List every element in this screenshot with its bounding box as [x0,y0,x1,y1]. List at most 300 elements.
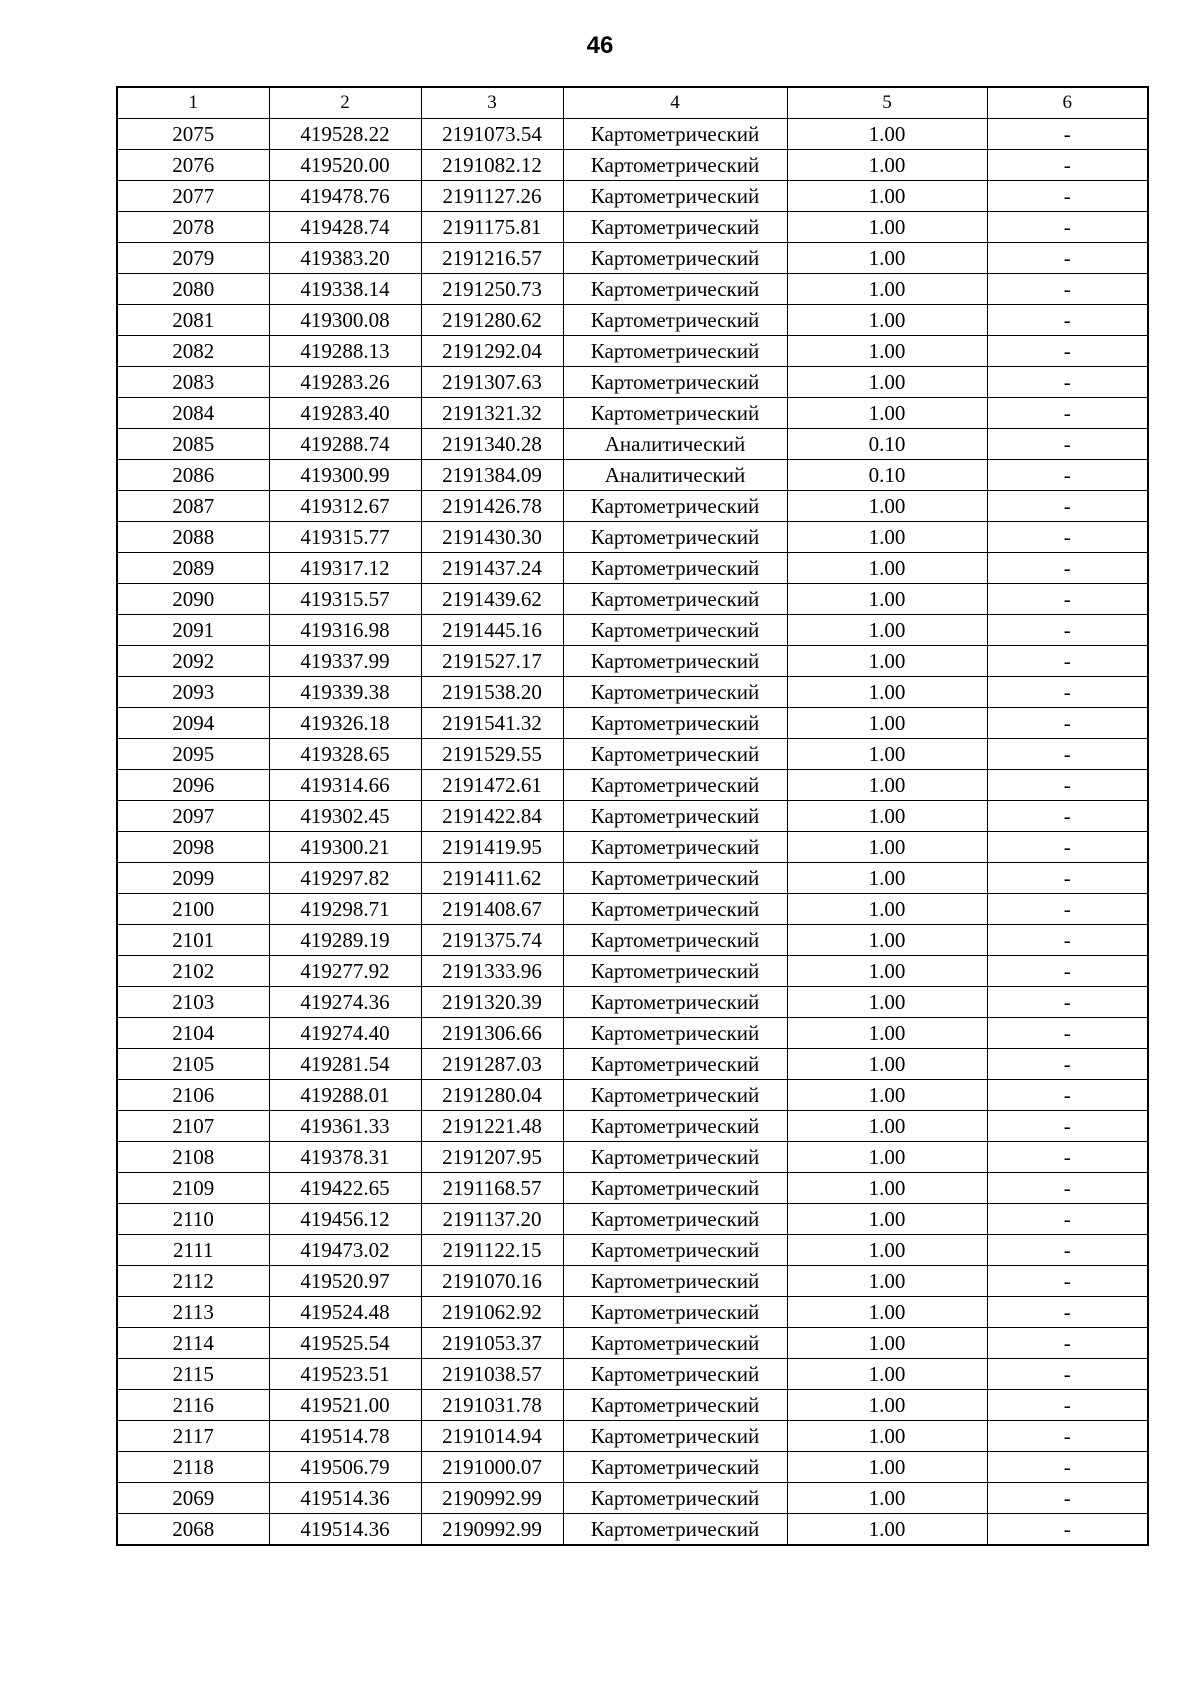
table-row [117,925,1148,956]
table-row [117,1452,1148,1483]
table-row [117,1204,1148,1235]
x-coordinate-cell: 419506.79 [269,1452,421,1483]
description-cell: - [987,832,1148,863]
table-row [117,1080,1148,1111]
description-cell: - [987,553,1148,584]
method-cell: Картометрический [563,243,787,274]
column-header-1: 1 [117,87,269,119]
method-cell: Картометрический [563,212,787,243]
method-cell: Картометрический [563,1049,787,1080]
description-cell: - [987,1297,1148,1328]
point-number-cell: 2086 [117,460,269,491]
accuracy-cell: 1.00 [787,956,987,987]
description-cell: - [987,863,1148,894]
x-coordinate-cell: 419300.08 [269,305,421,336]
method-cell: Картометрический [563,274,787,305]
accuracy-cell: 1.00 [787,398,987,429]
method-cell: Аналитический [563,429,787,460]
x-coordinate-cell: 419283.26 [269,367,421,398]
y-coordinate-cell: 2191321.32 [421,398,563,429]
point-number-cell: 2083 [117,367,269,398]
accuracy-cell: 1.00 [787,863,987,894]
y-coordinate-cell: 2191292.04 [421,336,563,367]
point-number-cell: 2099 [117,863,269,894]
x-coordinate-cell: 419314.66 [269,770,421,801]
y-coordinate-cell: 2191320.39 [421,987,563,1018]
y-coordinate-cell: 2191437.24 [421,553,563,584]
y-coordinate-cell: 2191340.28 [421,429,563,460]
x-coordinate-cell: 419520.00 [269,150,421,181]
point-number-cell: 2108 [117,1142,269,1173]
method-cell: Картометрический [563,987,787,1018]
description-cell: - [987,212,1148,243]
description-cell: - [987,677,1148,708]
description-cell: - [987,243,1148,274]
point-number-cell: 2084 [117,398,269,429]
x-coordinate-cell: 419378.31 [269,1142,421,1173]
point-number-cell: 2069 [117,1483,269,1514]
accuracy-cell: 1.00 [787,367,987,398]
table-row [117,1483,1148,1514]
table-row [117,398,1148,429]
method-cell: Картометрический [563,305,787,336]
point-number-cell: 2078 [117,212,269,243]
description-cell: - [987,1204,1148,1235]
description-cell: - [987,584,1148,615]
x-coordinate-cell: 419283.40 [269,398,421,429]
accuracy-cell: 1.00 [787,584,987,615]
accuracy-cell: 1.00 [787,150,987,181]
table-row [117,646,1148,677]
x-coordinate-cell: 419316.98 [269,615,421,646]
accuracy-cell: 1.00 [787,491,987,522]
description-cell: - [987,1390,1148,1421]
point-number-cell: 2080 [117,274,269,305]
coordinates-table [116,86,1149,1546]
method-cell: Картометрический [563,181,787,212]
method-cell: Картометрический [563,1297,787,1328]
description-cell: - [987,708,1148,739]
table-row [117,181,1148,212]
description-cell: - [987,894,1148,925]
point-number-cell: 2097 [117,801,269,832]
y-coordinate-cell: 2191426.78 [421,491,563,522]
method-cell: Картометрический [563,832,787,863]
column-header-4: 4 [563,87,787,119]
description-cell: - [987,150,1148,181]
method-cell: Аналитический [563,460,787,491]
description-cell: - [987,1018,1148,1049]
table-row [117,584,1148,615]
accuracy-cell: 1.00 [787,708,987,739]
x-coordinate-cell: 419524.48 [269,1297,421,1328]
method-cell: Картометрический [563,925,787,956]
accuracy-cell: 1.00 [787,1049,987,1080]
y-coordinate-cell: 2191082.12 [421,150,563,181]
x-coordinate-cell: 419514.78 [269,1421,421,1452]
method-cell: Картометрический [563,1142,787,1173]
description-cell: - [987,1483,1148,1514]
y-coordinate-cell: 2191280.62 [421,305,563,336]
method-cell: Картометрический [563,801,787,832]
y-coordinate-cell: 2191207.95 [421,1142,563,1173]
point-number-cell: 2075 [117,119,269,150]
table-row [117,1359,1148,1390]
description-cell: - [987,1235,1148,1266]
description-cell: - [987,336,1148,367]
method-cell: Картометрический [563,1483,787,1514]
table-row [117,1390,1148,1421]
y-coordinate-cell: 2191306.66 [421,1018,563,1049]
x-coordinate-cell: 419473.02 [269,1235,421,1266]
accuracy-cell: 1.00 [787,522,987,553]
accuracy-cell: 1.00 [787,336,987,367]
description-cell: - [987,398,1148,429]
method-cell: Картометрический [563,677,787,708]
method-cell: Картометрический [563,398,787,429]
y-coordinate-cell: 2191280.04 [421,1080,563,1111]
method-cell: Картометрический [563,336,787,367]
point-number-cell: 2096 [117,770,269,801]
y-coordinate-cell: 2191419.95 [421,832,563,863]
accuracy-cell: 1.00 [787,1266,987,1297]
description-cell: - [987,305,1148,336]
point-number-cell: 2098 [117,832,269,863]
x-coordinate-cell: 419521.00 [269,1390,421,1421]
table-row [117,956,1148,987]
description-cell: - [987,367,1148,398]
y-coordinate-cell: 2190992.99 [421,1514,563,1546]
x-coordinate-cell: 419302.45 [269,801,421,832]
y-coordinate-cell: 2191307.63 [421,367,563,398]
accuracy-cell: 1.00 [787,677,987,708]
y-coordinate-cell: 2191137.20 [421,1204,563,1235]
accuracy-cell: 1.00 [787,1297,987,1328]
x-coordinate-cell: 419361.33 [269,1111,421,1142]
accuracy-cell: 1.00 [787,1483,987,1514]
table-row [117,212,1148,243]
x-coordinate-cell: 419326.18 [269,708,421,739]
description-cell: - [987,522,1148,553]
table-row [117,553,1148,584]
table-row [117,119,1148,150]
description-cell: - [987,181,1148,212]
accuracy-cell: 1.00 [787,119,987,150]
accuracy-cell: 1.00 [787,1359,987,1390]
accuracy-cell: 1.00 [787,1514,987,1546]
accuracy-cell: 1.00 [787,925,987,956]
point-number-cell: 2077 [117,181,269,212]
point-number-cell: 2081 [117,305,269,336]
method-cell: Картометрический [563,863,787,894]
x-coordinate-cell: 419338.14 [269,274,421,305]
accuracy-cell: 1.00 [787,1204,987,1235]
x-coordinate-cell: 419456.12 [269,1204,421,1235]
accuracy-cell: 1.00 [787,615,987,646]
y-coordinate-cell: 2191527.17 [421,646,563,677]
y-coordinate-cell: 2191221.48 [421,1111,563,1142]
accuracy-cell: 1.00 [787,1452,987,1483]
y-coordinate-cell: 2191384.09 [421,460,563,491]
table-row [117,801,1148,832]
method-cell: Картометрический [563,1235,787,1266]
point-number-cell: 2090 [117,584,269,615]
table-row [117,1514,1148,1546]
table-row [117,150,1148,181]
x-coordinate-cell: 419383.20 [269,243,421,274]
y-coordinate-cell: 2191541.32 [421,708,563,739]
accuracy-cell: 1.00 [787,1142,987,1173]
method-cell: Картометрический [563,1173,787,1204]
x-coordinate-cell: 419274.36 [269,987,421,1018]
accuracy-cell: 1.00 [787,1390,987,1421]
description-cell: - [987,1359,1148,1390]
table-row [117,1328,1148,1359]
point-number-cell: 2106 [117,1080,269,1111]
table-row [117,615,1148,646]
accuracy-cell: 0.10 [787,460,987,491]
accuracy-cell: 1.00 [787,770,987,801]
table-row [117,1421,1148,1452]
method-cell: Картометрический [563,553,787,584]
y-coordinate-cell: 2191422.84 [421,801,563,832]
point-number-cell: 2103 [117,987,269,1018]
y-coordinate-cell: 2191073.54 [421,119,563,150]
x-coordinate-cell: 419297.82 [269,863,421,894]
method-cell: Картометрический [563,646,787,677]
point-number-cell: 2085 [117,429,269,460]
y-coordinate-cell: 2191014.94 [421,1421,563,1452]
y-coordinate-cell: 2191375.74 [421,925,563,956]
accuracy-cell: 1.00 [787,832,987,863]
table-row [117,1049,1148,1080]
y-coordinate-cell: 2191411.62 [421,863,563,894]
table-row [117,429,1148,460]
point-number-cell: 2094 [117,708,269,739]
point-number-cell: 2112 [117,1266,269,1297]
x-coordinate-cell: 419288.13 [269,336,421,367]
x-coordinate-cell: 419523.51 [269,1359,421,1390]
table-row [117,460,1148,491]
table-row [117,1235,1148,1266]
description-cell: - [987,119,1148,150]
point-number-cell: 2095 [117,739,269,770]
table-row [117,1297,1148,1328]
accuracy-cell: 1.00 [787,243,987,274]
table-row [117,1018,1148,1049]
description-cell: - [987,1421,1148,1452]
description-cell: - [987,274,1148,305]
accuracy-cell: 1.00 [787,987,987,1018]
description-cell: - [987,1514,1148,1546]
accuracy-cell: 1.00 [787,1173,987,1204]
point-number-cell: 2102 [117,956,269,987]
x-coordinate-cell: 419300.99 [269,460,421,491]
accuracy-cell: 1.00 [787,305,987,336]
accuracy-cell: 1.00 [787,739,987,770]
table-row [117,274,1148,305]
y-coordinate-cell: 2191122.15 [421,1235,563,1266]
x-coordinate-cell: 419339.38 [269,677,421,708]
x-coordinate-cell: 419422.65 [269,1173,421,1204]
description-cell: - [987,1328,1148,1359]
table-row [117,1173,1148,1204]
y-coordinate-cell: 2191031.78 [421,1390,563,1421]
table-body [117,119,1148,1546]
point-number-cell: 2093 [117,677,269,708]
x-coordinate-cell: 419514.36 [269,1483,421,1514]
method-cell: Картометрический [563,150,787,181]
table-row [117,367,1148,398]
x-coordinate-cell: 419312.67 [269,491,421,522]
description-cell: - [987,801,1148,832]
point-number-cell: 2091 [117,615,269,646]
x-coordinate-cell: 419328.65 [269,739,421,770]
accuracy-cell: 0.10 [787,429,987,460]
point-number-cell: 2104 [117,1018,269,1049]
method-cell: Картометрический [563,1359,787,1390]
method-cell: Картометрический [563,956,787,987]
y-coordinate-cell: 2191250.73 [421,274,563,305]
description-cell: - [987,925,1148,956]
description-cell: - [987,1452,1148,1483]
table-row [117,243,1148,274]
method-cell: Картометрический [563,615,787,646]
method-cell: Картометрический [563,1452,787,1483]
method-cell: Картометрический [563,1204,787,1235]
point-number-cell: 2117 [117,1421,269,1452]
x-coordinate-cell: 419337.99 [269,646,421,677]
y-coordinate-cell: 2191168.57 [421,1173,563,1204]
column-header-6: 6 [987,87,1148,119]
point-number-cell: 2101 [117,925,269,956]
method-cell: Картометрический [563,491,787,522]
description-cell: - [987,1173,1148,1204]
table-row [117,894,1148,925]
accuracy-cell: 1.00 [787,1235,987,1266]
table-row [117,522,1148,553]
y-coordinate-cell: 2191287.03 [421,1049,563,1080]
x-coordinate-cell: 419528.22 [269,119,421,150]
method-cell: Картометрический [563,1266,787,1297]
y-coordinate-cell: 2190992.99 [421,1483,563,1514]
table-row [117,491,1148,522]
description-cell: - [987,615,1148,646]
point-number-cell: 2110 [117,1204,269,1235]
point-number-cell: 2100 [117,894,269,925]
x-coordinate-cell: 419317.12 [269,553,421,584]
description-cell: - [987,1142,1148,1173]
description-cell: - [987,429,1148,460]
method-cell: Картометрический [563,770,787,801]
description-cell: - [987,646,1148,677]
x-coordinate-cell: 419289.19 [269,925,421,956]
table-row [117,677,1148,708]
x-coordinate-cell: 419514.36 [269,1514,421,1546]
table-row [117,1266,1148,1297]
point-number-cell: 2113 [117,1297,269,1328]
y-coordinate-cell: 2191430.30 [421,522,563,553]
y-coordinate-cell: 2191070.16 [421,1266,563,1297]
accuracy-cell: 1.00 [787,801,987,832]
point-number-cell: 2114 [117,1328,269,1359]
table-header-row [117,87,1148,119]
x-coordinate-cell: 419277.92 [269,956,421,987]
method-cell: Картометрический [563,1390,787,1421]
point-number-cell: 2109 [117,1173,269,1204]
point-number-cell: 2111 [117,1235,269,1266]
point-number-cell: 2079 [117,243,269,274]
accuracy-cell: 1.00 [787,894,987,925]
point-number-cell: 2118 [117,1452,269,1483]
y-coordinate-cell: 2191062.92 [421,1297,563,1328]
point-number-cell: 2068 [117,1514,269,1546]
method-cell: Картометрический [563,1421,787,1452]
method-cell: Картометрический [563,522,787,553]
y-coordinate-cell: 2191333.96 [421,956,563,987]
method-cell: Картометрический [563,1080,787,1111]
description-cell: - [987,1266,1148,1297]
x-coordinate-cell: 419298.71 [269,894,421,925]
description-cell: - [987,739,1148,770]
column-header-3: 3 [421,87,563,119]
y-coordinate-cell: 2191000.07 [421,1452,563,1483]
description-cell: - [987,987,1148,1018]
accuracy-cell: 1.00 [787,1328,987,1359]
method-cell: Картометрический [563,1514,787,1546]
point-number-cell: 2115 [117,1359,269,1390]
y-coordinate-cell: 2191127.26 [421,181,563,212]
description-cell: - [987,1080,1148,1111]
description-cell: - [987,1111,1148,1142]
y-coordinate-cell: 2191439.62 [421,584,563,615]
method-cell: Картометрический [563,1328,787,1359]
table-row [117,739,1148,770]
point-number-cell: 2088 [117,522,269,553]
accuracy-cell: 1.00 [787,181,987,212]
table-row [117,1111,1148,1142]
description-cell: - [987,491,1148,522]
description-cell: - [987,1049,1148,1080]
x-coordinate-cell: 419288.01 [269,1080,421,1111]
accuracy-cell: 1.00 [787,1421,987,1452]
point-number-cell: 2092 [117,646,269,677]
accuracy-cell: 1.00 [787,646,987,677]
page-number: 46 [586,32,614,59]
point-number-cell: 2076 [117,150,269,181]
method-cell: Картометрический [563,367,787,398]
y-coordinate-cell: 2191529.55 [421,739,563,770]
accuracy-cell: 1.00 [787,212,987,243]
x-coordinate-cell: 419478.76 [269,181,421,212]
point-number-cell: 2107 [117,1111,269,1142]
x-coordinate-cell: 419428.74 [269,212,421,243]
method-cell: Картометрический [563,584,787,615]
x-coordinate-cell: 419315.77 [269,522,421,553]
method-cell: Картометрический [563,708,787,739]
method-cell: Картометрический [563,119,787,150]
accuracy-cell: 1.00 [787,553,987,584]
method-cell: Картометрический [563,1111,787,1142]
point-number-cell: 2082 [117,336,269,367]
y-coordinate-cell: 2191216.57 [421,243,563,274]
table-row [117,987,1148,1018]
y-coordinate-cell: 2191445.16 [421,615,563,646]
point-number-cell: 2116 [117,1390,269,1421]
x-coordinate-cell: 419520.97 [269,1266,421,1297]
x-coordinate-cell: 419525.54 [269,1328,421,1359]
accuracy-cell: 1.00 [787,274,987,305]
